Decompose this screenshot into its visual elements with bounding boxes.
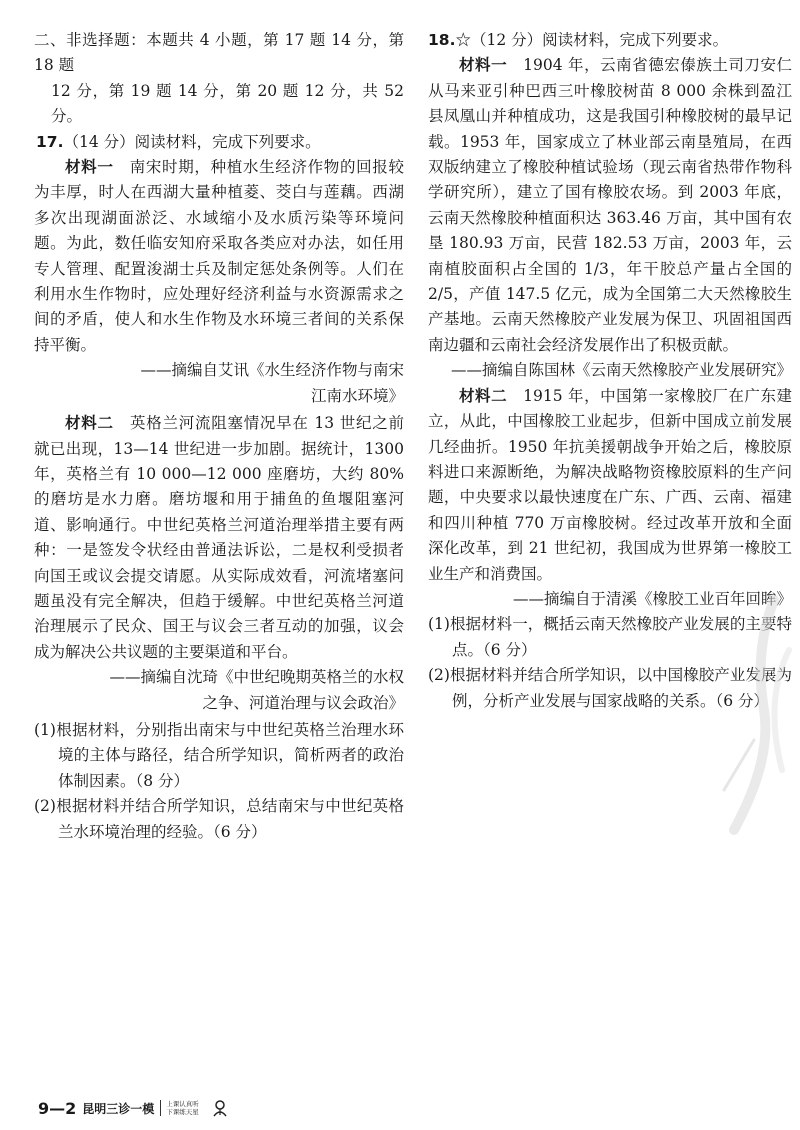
q18-number: 18. — [428, 31, 456, 49]
q18-subquestion-1: (1)根据材料一，概括云南天然橡胶产业发展的主要特点。（6 分） — [428, 615, 792, 659]
q17-material1-source-line2: 江南水环境》 — [310, 386, 404, 405]
footer-divider — [160, 1100, 161, 1116]
q18-subquestion-2: (2)根据材料并结合所学知识，以中国橡胶产业发展为例，分析产业发展与国家战略的关系。（6 分） — [428, 666, 792, 710]
footer-slogan: 上课认真听 下课练天星 — [166, 1100, 199, 1116]
page-number: 9—2 — [38, 1098, 77, 1118]
brush-watermark — [694, 590, 794, 850]
q18-intro: ☆（12 分）阅读材料，完成下列要求。 — [455, 31, 729, 49]
publisher-logo-icon — [210, 1098, 230, 1118]
q18-material1-text: 1904 年，云南省德宏傣族土司刀安仁从马来亚引种巴西三叶橡胶树苗 8 000 余株到盈江县凤凰山并种植成功，这是我国引种橡胶树的最早记载。1953 年，国家成立了林业部云南垦殖局，在西双版纳建立了橡胶种植试验场（现云南省热带作物科学研究所），建立了国有橡胶农场。到 2003 年底，云南天然橡胶种植面积达 363.46 万亩，其中国有农垦 180.93 万亩，民营 182.53 万亩，2003 年，云南植胶面积占全国的 1/3，年干胶总产量占全国的 2/5，产值 147.5 亿元，成为全国第二大天然橡胶生产基地。云南天然橡胶产业发展为保卫、巩固祖国西南边疆和云南社会经济发展作出了积极贡献。 — [428, 56, 792, 354]
q17-subquestion-2: (2)根据材料并结合所学知识，总结南宋与中世纪英格兰水环境治理的经验。（6 分） — [34, 797, 404, 841]
section-header-line1: 二、非选择题：本题共 4 小题，第 17 题 14 分，第 18 题 — [34, 31, 404, 75]
q18-material2-source: ——摘编自于清溪《橡胶工业百年回眸》 — [512, 589, 792, 608]
q18-material1 — [428, 53, 792, 358]
left-column — [34, 28, 404, 845]
q18-material2-label: 材料二 — [459, 386, 508, 405]
q17-material1 — [34, 155, 404, 358]
q17-material1-label: 材料一 — [65, 158, 114, 177]
q17-number: 17. — [36, 132, 64, 151]
q17-material2-source-line1: ——摘编自沈琦《中世纪晚期英格兰的水权 — [109, 668, 404, 687]
q18-material1-source: ——摘编自陈国林《云南天然橡胶产业发展研究》 — [450, 361, 792, 380]
q17-intro: （14 分）阅读材料，完成下列要求。 — [63, 132, 321, 151]
q18-material2-text: 1915 年，中国第一家橡胶厂在广东建立，从此，中国橡胶工业起步，但新中国成立前发展几经曲折。1950 年抗美援朝战争开始之后，橡胶原料进口来源断绝，为解决战略物资橡胶原料的生产问题，中央要求以最快速度在广东、广西、云南、福建和四川种植 770 万亩橡胶树。经过改革开放和全面深化改革，到 21 世纪初，我国成为世界第一橡胶工业生产和消费国。 — [428, 386, 792, 583]
q18-material1-label: 材料一 — [459, 56, 508, 75]
q18-material2 — [428, 384, 792, 587]
section-header-line2: 12 分，第 19 题 14 分，第 20 题 12 分，共 52 分。 — [51, 81, 404, 126]
q17-material1-text: 南宋时期，种植水生经济作物的回报较为丰厚，时人在西湖大量种植菱、茭白与莲藕。西湖多次出现湖面淤泛、水域缩小及水质污染等环境问题。为此，数任临安知府采取各类应对办法，如任用专人管理、配置浚湖士兵及制定惩处条例等。人们在利用水生作物时，应处理好经济利益与水资源需求之间的矛盾，使人和水生作物及水环境三者间的关系保持平衡。 — [34, 158, 404, 354]
q17-material1-source-line1: ——摘编自艾讯《水生经济作物与南宋 — [140, 361, 404, 380]
q17-material2-label: 材料二 — [65, 414, 114, 433]
q17-heading — [34, 130, 404, 155]
q17-material2-source-line2: 之争、河道治理与议会政治》 — [202, 693, 404, 712]
exam-name: 昆明三诊一模 — [82, 1101, 155, 1116]
q17-material2-text: 英格兰河流阻塞情况早在 13 世纪之前就已出现，13—14 世纪进一步加剧。据统计，1300 年，英格兰有 10 000—12 000 座磨坊，大约 80% 的磨坊是水力磨。磨坊堰和用于捕鱼的鱼堰阻塞河道、影响通行。中世纪英格兰河道治理举措主要有两种：一是签发令状经由普通法诉讼，二是权利受损者向国王或议会提交请愿。从实际成效看，河流堵塞问题虽没有完全解决，但趋于缓解。中世纪英格兰河道治理展示了民众、国王与议会三者互动的加强，议会成为解决公共议题的主要渠道和平台。 — [34, 414, 404, 661]
q17-subquestion-1: (1)根据材料，分别指出南宋与中世纪英格兰治理水环境的主体与路径，结合所学知识，简析两者的政治体制因素。（8 分） — [34, 720, 404, 790]
q18-heading — [428, 28, 792, 53]
page-footer — [38, 1097, 230, 1119]
q17-material2 — [34, 411, 404, 665]
